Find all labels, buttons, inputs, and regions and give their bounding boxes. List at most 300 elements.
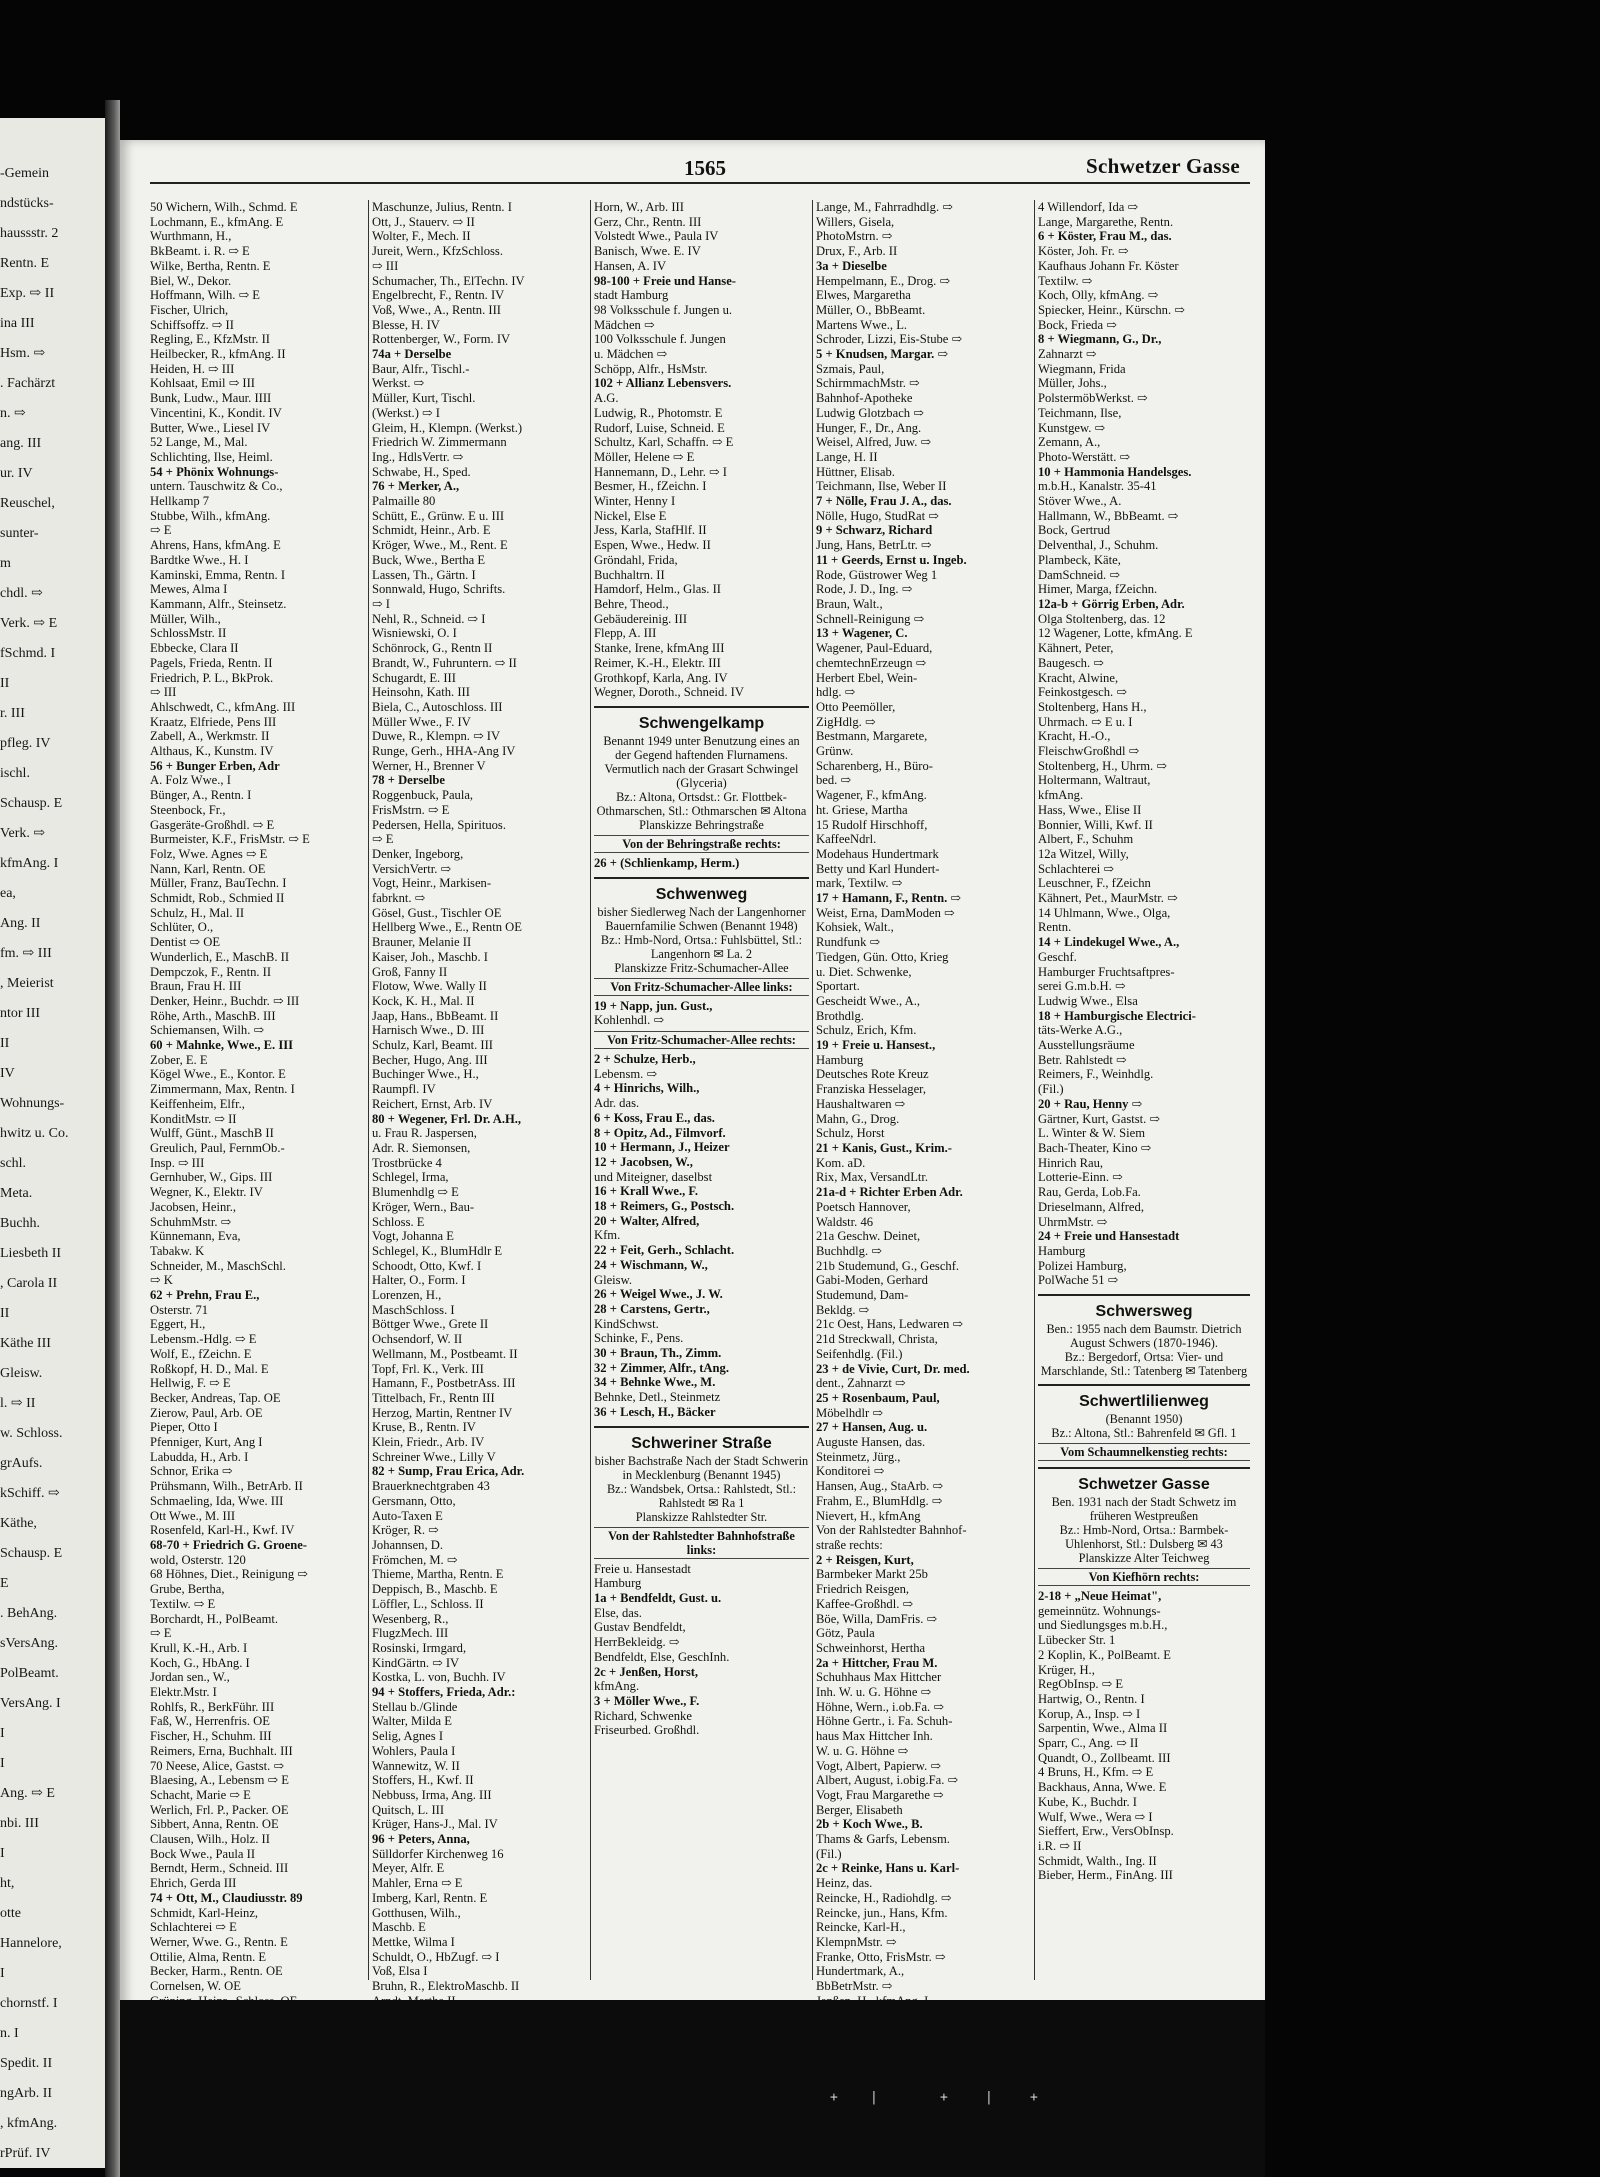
directory-entry: Folz, Wwe. Agnes ⇨ E (150, 846, 268, 861)
directory-entry: Stoffers, H., Kwf. II (372, 1773, 474, 1788)
directory-entry: Betr. Rahlstedt ⇨ (1038, 1052, 1127, 1067)
directory-entry: Wagener, Paul-Eduard, (816, 641, 933, 656)
left-page-fragment: PolBeamt. (0, 1666, 59, 1681)
left-page-fragment: w. Schloss. (0, 1426, 63, 1441)
street-plan-reference: Planskizze Behringstraße (639, 817, 764, 832)
scan-margin-mark: | (870, 2090, 878, 2105)
left-page-fragment: ndstücks- (0, 196, 54, 211)
directory-entry: Werner, Wwe. G., Rentn. E (150, 1934, 288, 1949)
directory-entry: Jaap, Hans., BbBeamt. II (372, 1008, 499, 1023)
directory-entry: Bunk, Ludw., Maur. IIII (150, 391, 272, 406)
directory-entry: Eggert, H., (150, 1317, 206, 1332)
directory-entry: Prühsmann, Wilh., BetrArb. II (150, 1479, 303, 1494)
directory-entry: Wolf, E., fZeichn. E (150, 1346, 252, 1361)
directory-entry: 21 + Kanis, Gust., Krim.- (816, 1141, 952, 1155)
directory-entry: Duwe, R., Klempn. ⇨ IV (372, 729, 501, 744)
directory-entry: Böttger Wwe., Grete II (372, 1317, 489, 1332)
directory-entry: Adr. das. (594, 1096, 640, 1111)
directory-entry: Schulz, Karl, Beamt. III (372, 1038, 493, 1053)
directory-entry: Buchinger Wwe., H., (372, 1067, 479, 1082)
directory-entry: Ahrens, Hans, kfmAng. E (150, 538, 281, 553)
directory-entry: Berger, Elisabeth (816, 1802, 903, 1817)
directory-entry: hdlg. ⇨ (816, 685, 856, 700)
directory-entry: Brauner, Melanie II (372, 935, 472, 950)
directory-entry: Schneider, M., MaschSchl. (150, 1258, 286, 1273)
directory-entry: Imberg, Karl, Rentn. E (372, 1890, 488, 1905)
directory-entry: Reimers, Erna, Buchhalt. III (150, 1743, 293, 1758)
directory-entry: Bach-Theater, Kino ⇨ (1038, 1141, 1152, 1155)
directory-entry: Rosenfeld, Karl-H., Kwf. IV (150, 1523, 295, 1538)
directory-entry: Studemund, Dam- (816, 1288, 909, 1303)
left-page-fragment: chornstf. I (0, 1996, 58, 2011)
directory-entry: Hamburger Fruchtsaftpres- (1038, 964, 1175, 979)
directory-entry: ⇨ E (150, 523, 172, 538)
directory-entry: Else, das. (594, 1605, 642, 1620)
left-page-fragment: otte (0, 1906, 21, 1921)
directory-entry: Richard, Schwenke (594, 1708, 692, 1723)
directory-entry: Bekldg. ⇨ (816, 1302, 870, 1317)
directory-entry: Johannsen, D. (372, 1537, 444, 1552)
directory-entry: Vogt, Heinr., Markisen- (372, 876, 492, 891)
directory-entry: Ludwig Glotzbach ⇨ (816, 405, 924, 420)
directory-entry: Pedersen, Hella, Spirituos. (372, 817, 506, 832)
directory-entry: Faß, W., Herrenfris. OE (150, 1714, 270, 1729)
directory-entry: Berndt, Herm., Schneid. III (150, 1861, 289, 1876)
directory-entry: Himer, Marga, fZeichn. (1038, 582, 1158, 597)
directory-entry: Rottenberger, W., Form. IV (372, 332, 511, 347)
directory-entry: Hinrich Rau, (1038, 1155, 1104, 1170)
directory-entry: Böe, Willa, DamFris. ⇨ (816, 1611, 938, 1626)
street-district-info: Bz.: Bergedorf, Ortsa: Vier- und Marschlande, Stl.: Tatenberg ✉ Tatenberg (1040, 1350, 1248, 1379)
directory-entry: Adr. R. Siemonsen, (372, 1141, 471, 1155)
directory-entry: Jung, Hans, BetrLtr. ⇨ (816, 538, 932, 553)
directory-entry: 25 + Rosenbaum, Paul, (816, 1390, 940, 1405)
directory-entry: Uhrmach. ⇨ E u. I (1038, 714, 1133, 729)
directory-entry: Zimmermann, Max, Rentn. I (150, 1082, 295, 1097)
directory-entry: Wisniewski, O. I (372, 626, 457, 641)
directory-entry: Rix, Max, VersandLtr. (816, 1170, 929, 1185)
directory-entry: Kunstgew. ⇨ (1038, 420, 1106, 435)
directory-entry: Krüger, Hans-J., Mal. IV (372, 1817, 498, 1832)
directory-entry: Wohlers, Paula I (372, 1743, 456, 1758)
directory-entry: Kostka, L. von, Buchh. IV (372, 1670, 506, 1685)
directory-entry: Szmais, Paul, (816, 361, 885, 376)
directory-entry: Tabakw. K (150, 1243, 205, 1258)
directory-entry: Kähnert, Pet., MaurMstr. ⇨ (1038, 891, 1178, 906)
directory-entry: Auto-Taxen E (372, 1508, 443, 1523)
left-page-fragment: n. ⇨ (0, 406, 26, 421)
directory-entry: 1a + Bendfeldt, Gust. u. (594, 1591, 722, 1605)
street-history: Benannt 1949 unter Benutzung eines an der Gegend haftenden Flurnamens. Vermutlich nach der Grasart Schwingel (Glyceria) (603, 733, 800, 790)
directory-entry: Krüger, H., (1038, 1662, 1095, 1677)
directory-entry: 2 Koplin, K., PolBeamt. E (1038, 1647, 1171, 1662)
directory-entry: Becker, Harm., Rentn. OE (150, 1964, 283, 1979)
directory-entry: Thams & Garfs, Lebensm. (816, 1832, 950, 1847)
directory-entry: Heinsohn, Kath. III (372, 685, 470, 700)
directory-entry: Wannewitz, W. II (372, 1758, 460, 1773)
directory-entry: 76 + Merker, A., (372, 479, 460, 494)
directory-entry: Schugardt, E. III (372, 670, 456, 685)
left-page-fragment: II (0, 676, 10, 691)
column-3 (594, 200, 809, 1990)
directory-entry: Scharenberg, H., Büro- (816, 758, 933, 773)
directory-entry: Rundfunk ⇨ (816, 935, 881, 950)
directory-entry: FleischwGroßhdl ⇨ (1038, 744, 1140, 759)
directory-entry: Hellwig, F. ⇨ E (150, 1376, 231, 1391)
directory-entry: Brauerknechtgraben 43 (372, 1479, 490, 1494)
directory-entry: Kraatz, Elfriede, Pens III (150, 714, 277, 729)
left-page-fragment: l. ⇨ II (0, 1396, 36, 1411)
street-history: (Benannt 1950) (1105, 1412, 1183, 1427)
street-name: Schwersweg (1095, 1303, 1193, 1321)
directory-entry: Kögel Wwe., E., Kontor. E (150, 1067, 286, 1082)
directory-entry: 98-100 + Freie und Hanse- (594, 273, 736, 288)
street-side-heading: Vom Schaumnelkenstieg rechts: (1038, 1443, 1250, 1461)
directory-entry: Korup, A., Insp. ⇨ I (1038, 1706, 1141, 1721)
directory-entry: Greulich, Paul, FernmOb.- (150, 1141, 285, 1155)
left-page-edge (0, 118, 108, 2168)
directory-entry: Schlüter, O., (150, 920, 214, 935)
column-2 (372, 200, 587, 1994)
directory-entry: Runge, Gerh., HHA-Ang IV (372, 744, 516, 759)
directory-entry: 20 + Rau, Henny ⇨ (1038, 1096, 1143, 1111)
directory-entry: Engelbrecht, F., Rentn. IV (372, 288, 505, 303)
left-page-fragment: Schausp. E (0, 1546, 63, 1561)
directory-entry: 94 + Stoffers, Frieda, Adr.: (372, 1685, 516, 1700)
directory-entry: Backhaus, Anna, Wwe. E (1038, 1780, 1167, 1795)
left-page-fragment: fm. ⇨ III (0, 946, 52, 961)
directory-entry: Kammann, Alfr., Steinsetz. (150, 596, 287, 611)
directory-entry: Lübecker Str. 1 (1038, 1633, 1116, 1648)
directory-entry: Schnor, Erika ⇨ (150, 1464, 233, 1479)
directory-entry: Blaesing, A., Lebensm ⇨ E (150, 1773, 289, 1788)
directory-entry: Schiffsoffz. ⇨ II (150, 317, 234, 332)
directory-entry: Pieper, Otto I (150, 1420, 218, 1435)
directory-entry: Vogt, Johanna E (372, 1229, 454, 1244)
left-page-fragment: I (0, 1726, 5, 1741)
directory-entry: Deppisch, B., Maschb. E (372, 1582, 498, 1597)
directory-entry: Werner, H., Brenner V (372, 758, 486, 773)
street-name: Schwetzer Gasse (1078, 1476, 1210, 1494)
directory-entry: Mahn, G., Drog. (816, 1111, 900, 1126)
directory-entry: Frömchen, M. ⇨ (372, 1552, 458, 1567)
directory-entry: 68 Höhnes, Diet., Reinigung ⇨ (150, 1567, 308, 1582)
directory-entry: Inh. W. u. G. Höhne ⇨ (816, 1685, 932, 1700)
left-page-fragment: . BehAng. (0, 1606, 58, 1621)
directory-entry: Topf, Frl. K., Verk. III (372, 1361, 484, 1376)
directory-entry: Hamburg (594, 1576, 642, 1591)
directory-entry: 10 + Hammonia Handelsges. (1038, 464, 1192, 479)
directory-entry: 80 + Wegener, Frl. Dr. A.H., (372, 1111, 522, 1126)
directory-entry: Konditorei ⇨ (816, 1464, 885, 1479)
directory-entry: Schulz, H., Mal. II (150, 905, 245, 920)
street-section (594, 1426, 809, 1738)
directory-entry: Hansen, Aug., StaArb. ⇨ (816, 1479, 944, 1494)
directory-entry: Wolter, F., Mech. II (372, 229, 471, 244)
directory-entry: Teichmann, Ilse, (1038, 405, 1122, 420)
directory-entry: 34 + Behnke Wwe., M. (594, 1375, 716, 1390)
directory-entry: 27 + Hansen, Aug. u. (816, 1420, 928, 1435)
directory-entry: Pfenniger, Kurt, Ang I (150, 1435, 263, 1450)
directory-entry: HerrBekleidg. ⇨ (594, 1635, 680, 1650)
directory-entry: Schiemansen, Wilh. ⇨ (150, 1023, 265, 1038)
directory-entry: Schnell-Reinigung ⇨ (816, 611, 925, 626)
column-4 (816, 200, 1031, 1994)
directory-entry: m.b.H., Kanalstr. 35-41 (1038, 479, 1157, 494)
directory-entry: Hamann, F., PostbetrAss. III (372, 1376, 516, 1391)
directory-entry: Espen, Wwe., Hedw. II (594, 538, 711, 553)
directory-entry: Dentist ⇨ OE (150, 935, 221, 950)
directory-entry: 2 + Schulze, Herb., (594, 1052, 696, 1067)
directory-entry: Gerz, Chr., Rentn. III (594, 214, 702, 229)
directory-entry: Wurthmann, H., (150, 229, 232, 244)
directory-entry: Schlegel, K., BlumHdlr E (372, 1243, 503, 1258)
directory-entry: Albert, F., Schuhm (1038, 832, 1134, 847)
directory-entry: Weisel, Alfred, Juw. ⇨ (816, 435, 932, 450)
directory-entry: Ing., HdlsVertr. ⇨ (372, 449, 464, 464)
directory-entry: Ludwig, R., Photomstr. E (594, 405, 723, 420)
directory-entry: 98 Volksschule f. Jungen u. (594, 302, 733, 317)
directory-entry: Schmidt, Heinr., Arb. E (372, 523, 491, 538)
directory-entry: Kohlsaat, Emil ⇨ III (150, 376, 255, 391)
directory-entry: PolstermöbWerkst. ⇨ (1038, 391, 1148, 406)
directory-entry: Schulz, Horst (816, 1126, 885, 1141)
directory-entry: Schreiner Wwe., Lilly V (372, 1449, 496, 1464)
street-name: Schwengelkamp (638, 714, 765, 732)
directory-entry: Hass, Wwe., Elise II (1038, 802, 1142, 817)
directory-entry: Gebäudereinig. III (594, 611, 688, 626)
directory-entry: i.R. ⇨ II (1038, 1838, 1082, 1853)
directory-entry: mark, Textilw. ⇨ (816, 876, 903, 891)
directory-entry: Tittelbach, Fr., Rentn III (372, 1390, 495, 1405)
street-district-info: Bz.: Altona, Stl.: Bahrenfeld ✉ Gfl. 1 (1051, 1426, 1237, 1441)
directory-entry: 18 + Reimers, G., Postsch. (594, 1199, 735, 1214)
directory-entry: 3a + Dieselbe (816, 258, 887, 273)
directory-entry: Trostbrücke 4 (372, 1155, 442, 1170)
directory-entry: Höhne, Wern., i.ob.Fa. ⇨ (816, 1699, 944, 1714)
directory-entry: Müller, Johs., (1038, 376, 1107, 391)
directory-entry: 15 Rudolf Hirschhoff, (816, 817, 928, 832)
left-page-fragment: Ang. ⇨ E (0, 1786, 55, 1801)
directory-entry: Rode, Güstrower Weg 1 (816, 567, 938, 582)
directory-entry: Möller, Helene ⇨ E (594, 449, 695, 464)
directory-entry: 2b + Koch Wwe., B. (816, 1817, 923, 1832)
left-page-fragment: Spedit. II (0, 2056, 53, 2071)
directory-entry: Gleisw. (594, 1272, 633, 1287)
left-page-fragment: ngArb. II (0, 2086, 53, 2101)
directory-entry: 28 + Carstens, Gertr., (594, 1301, 710, 1316)
directory-entry: Hamdorf, Helm., Glas. II (594, 582, 721, 597)
directory-entry: Thieme, Martha, Rentn. E (372, 1567, 504, 1582)
directory-entry: Müller, Wilh., (150, 611, 221, 626)
directory-entry: Lebensm. ⇨ (594, 1066, 658, 1081)
directory-entry: Müller, Kurt, Tischl. (372, 391, 476, 406)
directory-entry: ⇨ E (150, 1626, 172, 1641)
directory-entry: Mewes, Alma I (150, 582, 228, 597)
left-page-fragment: Exp. ⇨ II (0, 286, 55, 301)
directory-entry: Denker, Heinr., Buchdr. ⇨ III (150, 993, 300, 1008)
directory-entry: haus Max Hittcher Inh. (816, 1729, 933, 1744)
left-page-fragment: I (0, 1966, 5, 1981)
directory-entry: untern. Tauschwitz & Co., (150, 479, 283, 494)
directory-entry: Lorenzen, H., (372, 1288, 442, 1303)
directory-entry: Zierow, Paul, Arb. OE (150, 1405, 263, 1420)
directory-entry: Schultz, Karl, Schaffn. ⇨ E (594, 435, 734, 450)
directory-entry: Pagels, Frieda, Rentn. II (150, 655, 273, 670)
directory-entry: Mädchen ⇨ (594, 317, 655, 332)
directory-entry: KlempnMstr. ⇨ (816, 1934, 897, 1949)
directory-entry: Labudda, H., Arb. I (150, 1449, 249, 1464)
directory-entry: 4 + Hinrichs, Wilh., (594, 1081, 700, 1096)
scan-margin-mark: | (985, 2090, 993, 2105)
street-side-heading: Von Fritz-Schumacher-Allee links: (594, 978, 809, 996)
left-page-fragment: ischl. (0, 766, 30, 781)
directory-entry: Mahler, Erna ⇨ E (372, 1876, 463, 1891)
street-district-info: Bz.: Altona, Ortsdst.: Gr. Flottbek-Othmarschen, Stl.: Othmarschen ✉ Altona (596, 789, 807, 818)
directory-entry: Künnemann, Eva, (150, 1229, 241, 1244)
street-history: Ben.: 1955 nach dem Baumstr. Dietrich August Schwers (1870-1946). (1046, 1322, 1242, 1351)
directory-entry: Koch, G., HbAng. I (150, 1655, 250, 1670)
directory-entry: Nickel, Else E (594, 508, 667, 523)
directory-entry: Waldstr. 46 (816, 1214, 874, 1229)
directory-entry: Löffler, L., Schloss. II (372, 1596, 484, 1611)
directory-entry: Bardtke Wwe., H. I (150, 552, 249, 567)
directory-entry: chemtechnErzeugn ⇨ (816, 655, 927, 670)
directory-entry: ⇨ III (372, 258, 399, 273)
directory-entry: 9 + Schwarz, Richard (816, 523, 933, 538)
directory-entry: Sieffert, Erw., VersObInsp. (1038, 1824, 1174, 1839)
directory-entry: 26 + (Schlienkamp, Herm.) (594, 855, 740, 870)
directory-entry: Götz, Paula (816, 1626, 875, 1641)
street-history: Ben. 1931 nach der Stadt Schwetz im früheren Westpreußen (1051, 1495, 1237, 1524)
directory-entry: Weist, Erna, DamModen ⇨ (816, 905, 955, 920)
directory-entry: 78 + Derselbe (372, 773, 445, 788)
left-page-fragment: grAufs. (0, 1456, 43, 1471)
directory-entry: 8 + Wiegmann, G., Dr., (1038, 332, 1162, 347)
directory-entry: Friedrich W. Zimmermann (372, 435, 507, 450)
directory-entry: 8 + Opitz, Ad., Filmvorf. (594, 1125, 726, 1140)
left-page-fragment: II (0, 1036, 10, 1051)
directory-entry: Müller, O., BbBeamt. (816, 302, 926, 317)
directory-entry: Schinke, F., Pens. (594, 1331, 684, 1346)
directory-entry: Lotterie-Einn. ⇨ (1038, 1170, 1123, 1185)
directory-entry: 19 + Napp, jun. Gust., (594, 998, 713, 1013)
directory-entry: 23 + de Vivie, Curt, Dr. med. (816, 1361, 970, 1376)
directory-entry: Polizei Hamburg, (1038, 1258, 1127, 1273)
street-plan-reference: Planskizze Alter Teichweg (1078, 1551, 1210, 1566)
directory-entry: 2-18 + „Neue Heimat", (1038, 1589, 1162, 1604)
left-page-fragment: IV (0, 1066, 15, 1081)
directory-entry: ⇨ K (150, 1273, 173, 1288)
directory-entry: Gasgeräte-Großhdl. ⇨ E (150, 817, 275, 832)
directory-entry: Martens Wwe., L. (816, 317, 908, 332)
directory-entry: Plambeck, Käte, (1038, 552, 1121, 567)
street-section (594, 706, 809, 871)
column-divider (812, 200, 813, 1980)
directory-entry: Biela, C., Autoschloss. III (372, 699, 503, 714)
directory-entry: SchirmmachMstr. ⇨ (816, 376, 920, 391)
directory-entry: Harnisch Wwe., D. III (372, 1023, 485, 1038)
column-divider (590, 200, 591, 1980)
directory-entry: Kruse, B., Rentn. IV (372, 1420, 476, 1435)
left-page-fragment: kfmAng. I (0, 856, 59, 871)
left-page-fragment: kSchiff. ⇨ (0, 1486, 60, 1501)
directory-entry: Zemann, A., (1038, 435, 1101, 450)
directory-entry: BkBeamt. i. R. ⇨ E (150, 244, 250, 259)
left-page-fragment: nbi. III (0, 1816, 39, 1831)
directory-entry: Schmaeling, Ida, Wwe. III (150, 1493, 284, 1508)
directory-entry: Winter, Henny I (594, 494, 676, 509)
directory-entry: Buchhdlg. ⇨ (816, 1243, 882, 1258)
directory-entry: 21a-d + Richter Erben Adr. (816, 1185, 963, 1200)
directory-entry: Stubbe, Wilh., kfmAng. (150, 508, 271, 523)
directory-entry: (Werkst.) ⇨ I (372, 405, 440, 420)
left-page-fragment: Verk. ⇨ E (0, 616, 58, 631)
directory-entry: 14 + Lindekugel Wwe., A., (1038, 935, 1180, 950)
street-section (1038, 1294, 1250, 1378)
column-divider (368, 200, 369, 1980)
directory-entry: Otto Peemöller, (816, 699, 896, 714)
directory-entry: Rudorf, Luise, Schneid. E (594, 420, 725, 435)
directory-entry: Wunderlich, E., MaschB. II (150, 949, 290, 964)
directory-entry: Kracht, Alwine, (1038, 670, 1119, 685)
directory-entry: Nievert, H., kfmAng (816, 1508, 921, 1523)
directory-entry: 4 Bruns, H., Kfm. ⇨ E (1038, 1765, 1154, 1780)
directory-entry: Schütt, E., Grünw. E u. III (372, 508, 505, 523)
directory-entry: kfmAng. (1038, 788, 1084, 803)
directory-entry: Schloss. E (372, 1214, 425, 1229)
directory-entry: Steinmetz, Jürg., (816, 1449, 901, 1464)
directory-entry: Lebensm.-Hdlg. ⇨ E (150, 1332, 257, 1347)
directory-entry: und Miteigner, daselbst (594, 1169, 713, 1184)
directory-entry: Hamburg (816, 1052, 864, 1067)
directory-entry: Wiegmann, Frida (1038, 361, 1126, 376)
street-name: Schwertlilienweg (1079, 1393, 1209, 1411)
directory-entry: Kaufhaus Johann Fr. Köster (1038, 258, 1179, 273)
directory-entry: Spiecker, Heinr., Kürschn. ⇨ (1038, 302, 1185, 317)
street-name: Schwenweg (655, 885, 748, 903)
directory-entry: Hüttner, Elisab. (816, 464, 895, 479)
directory-entry: Jordan sen., W., (150, 1670, 230, 1685)
directory-entry: Nebbuss, Irma, Ang. III (372, 1787, 492, 1802)
directory-entry: Ahlschwedt, C., kfmAng. III (150, 699, 296, 714)
directory-entry: Bünger, A., Rentn. I (150, 788, 252, 803)
directory-entry: Barmbeker Markt 25b (816, 1567, 928, 1582)
street-plan-reference: Planskizze Fritz-Schumacher-Allee (614, 960, 789, 975)
directory-entry: Schulz, Erich, Kfm. (816, 1023, 917, 1038)
directory-entry: Cornelsen, W. OE (150, 1979, 241, 1994)
directory-entry: KonditMstr. ⇨ II (150, 1111, 237, 1126)
left-page-fragment: Hannelore, (0, 1936, 62, 1951)
left-page-fragment: sunter- (0, 526, 39, 541)
directory-entry: Flotow, Wwe. Wally II (372, 979, 487, 994)
directory-entry: 3 + Möller Wwe., F. (594, 1693, 700, 1708)
left-page-fragment: , Meierist (0, 976, 54, 991)
directory-entry: 102 + Allianz Lebensvers. (594, 376, 732, 391)
directory-entry: 74a + Derselbe (372, 347, 452, 362)
directory-entry: Kfm. (594, 1228, 621, 1243)
directory-entry: Schuhhaus Max Hittcher (816, 1670, 942, 1685)
directory-entry: 4 Willendorf, Ida ⇨ (1038, 200, 1139, 214)
directory-entry: Hartwig, O., Rentn. I (1038, 1691, 1145, 1706)
directory-entry: Vogt, Albert, Papierw. ⇨ (816, 1758, 941, 1773)
directory-entry: Holtermann, Waltraut, (1038, 773, 1151, 788)
directory-entry: Lange, Margarethe, Rentn. (1038, 214, 1174, 229)
directory-entry: Walter, Milda E (372, 1714, 452, 1729)
directory-entry: stadt Hamburg (594, 288, 669, 303)
directory-entry: bed. ⇨ (816, 773, 852, 788)
left-page-fragment: Käthe, (0, 1516, 37, 1531)
